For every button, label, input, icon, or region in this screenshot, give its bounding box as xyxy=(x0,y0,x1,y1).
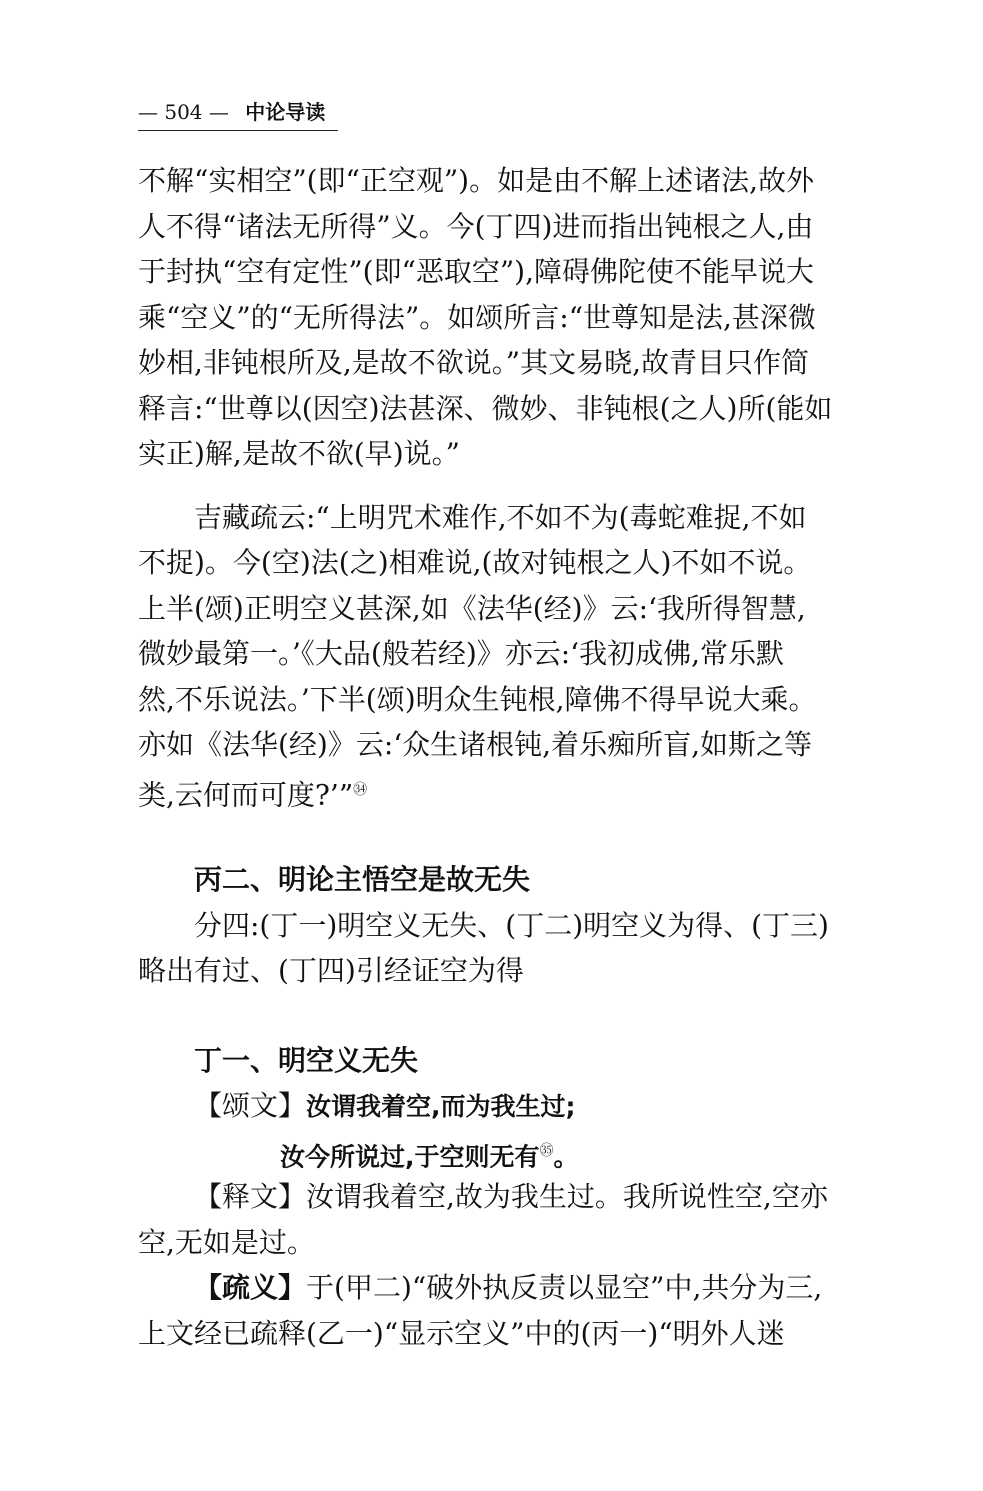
section-heading: 丙二、明论主悟空是故无失 xyxy=(194,863,531,896)
text-line: 于封执“空有定性”(即“恶取空”),障碍佛陀使不能早说大 xyxy=(138,255,815,288)
text-segment: 类,云何而可度?’” xyxy=(138,777,354,811)
explain-line xyxy=(138,1174,862,1220)
text-line: 微妙最第一。’《大品(般若经)》亦云:‘我初成佛,常乐默 xyxy=(138,637,784,670)
running-header xyxy=(138,98,325,126)
body-text xyxy=(138,158,862,1356)
verse-text: 汝今所说过,于空则无有 xyxy=(280,1141,540,1171)
header-rule xyxy=(138,130,338,131)
text-line: 妙相,非钝根所及,是故不欲说。”其文易晓,故青目只作简 xyxy=(138,346,810,379)
footnote-marker: ㉞ xyxy=(353,781,368,798)
commentary-line xyxy=(138,1265,862,1311)
spacer xyxy=(138,994,862,1038)
explain-line: 空,无如是过。 xyxy=(138,1225,315,1259)
text-line: 乘“空义”的“无所得法”。如颂所言:“世尊知是法,甚深微 xyxy=(138,300,816,334)
text-line: 略出有过、(丁四)引经证空为得 xyxy=(138,954,524,987)
text-line: 人不得“诸法无所得”义。今(丁四)进而指出钝根之人,由 xyxy=(138,209,814,243)
text-line: 亦如《法华(经)》云:‘众生诸根钝,着乐痴所盲,如斯之等 xyxy=(138,728,812,761)
section-heading: 丁一、明空义无失 xyxy=(194,1043,419,1077)
explain-label: 【释文】 xyxy=(194,1180,307,1213)
text-line: 吉藏疏云:“上明咒术难作,不如不为(毒蛇难捉,不如 xyxy=(194,500,807,534)
section-ding1 xyxy=(138,1038,862,1357)
explain-text: 汝谓我着空,故为我生过。我所说性空,空亦 xyxy=(306,1180,828,1213)
text-line: 释言:“世尊以(因空)法甚深、微妙、非钝根(之人)所(能如 xyxy=(138,391,833,425)
text-line: 上半(颂)正明空义甚深,如《法华(经)》云:‘我所得智慧, xyxy=(138,591,806,625)
section-bing2 xyxy=(138,857,862,994)
text-line: 然,不乐说法。’下半(颂)明众生钝根,障佛不得早说大乘。 xyxy=(138,682,817,716)
text-line: 分四:(丁一)明空义无失、(丁二)明空义为得、(丁三) xyxy=(194,908,829,942)
commentary-text: 于(甲二)“破外执反责以显空”中,共分为三, xyxy=(306,1271,823,1304)
paragraph-2 xyxy=(138,495,862,814)
page-number: — 504 — xyxy=(138,100,229,124)
spacer xyxy=(138,813,862,857)
footnote-marker: ㉟ xyxy=(539,1142,554,1159)
text-line xyxy=(138,768,862,814)
text-line: 不捉)。今(空)法(之)相难说,(故对钝根之人)不如不说。 xyxy=(138,546,812,579)
text-line: 实正)解,是故不欲(早)说。” xyxy=(138,437,460,470)
verse-end: 。 xyxy=(553,1141,579,1171)
commentary-label: 【疏义】 xyxy=(194,1271,307,1304)
verse-text: 汝谓我着空,而为我生过; xyxy=(306,1092,576,1121)
commentary-line: 上文经已疏释(乙一)“显示空义”中的(丙一)“明外人迷 xyxy=(138,1316,785,1350)
spacer xyxy=(138,477,862,495)
book-title: 中论导读 xyxy=(245,100,326,124)
paragraph-1 xyxy=(138,158,862,477)
verse-line xyxy=(138,1083,862,1129)
verse-label: 【颂文】 xyxy=(194,1089,307,1122)
verse-line xyxy=(138,1129,862,1175)
text-line: 不解“实相空”(即“正空观”)。如是由不解上述诸法,故外 xyxy=(138,164,815,197)
